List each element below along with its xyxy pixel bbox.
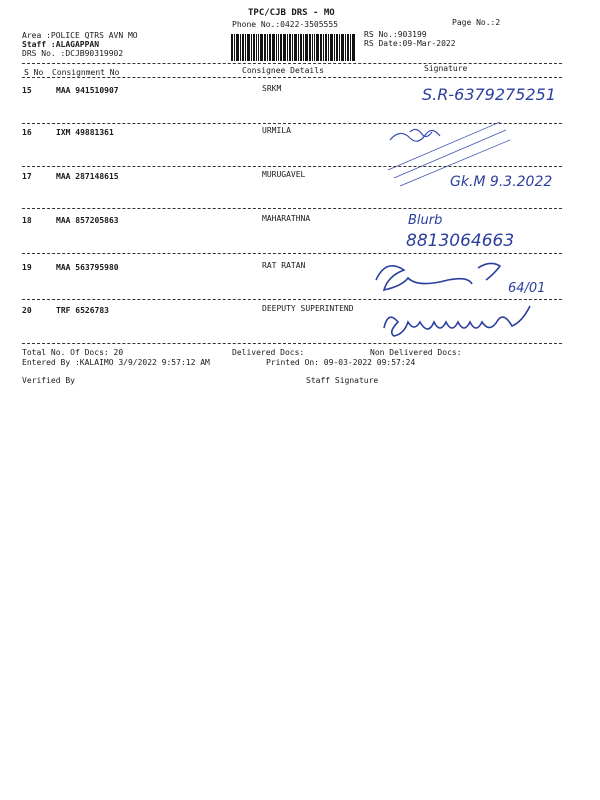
table-divider-bottom xyxy=(22,343,562,344)
row-sno: 20 xyxy=(22,306,32,315)
row-sno: 18 xyxy=(22,216,32,225)
delivered-docs: Delivered Docs: xyxy=(232,348,305,357)
row-consignment: IXM 49881361 xyxy=(56,128,114,137)
svg-text:8813064663: 8813064663 xyxy=(406,231,515,251)
signature-row-15 xyxy=(420,78,580,108)
row-consignment: MAA 941510907 xyxy=(56,86,119,95)
col-consignment: Consignment No xyxy=(52,68,120,77)
signature-row-19 xyxy=(368,250,578,306)
col-sno: S No xyxy=(24,68,44,77)
col-consignee: Consignee Details xyxy=(242,66,324,75)
row-divider xyxy=(22,299,562,300)
row-consignee: DEEPUTY SUPERINTEND xyxy=(262,304,354,313)
non-delivered-docs: Non Delivered Docs: xyxy=(370,348,462,357)
row-sno: 17 xyxy=(22,172,32,181)
row-consignment: TRF 6526783 xyxy=(56,306,109,315)
area-label: Area :POLICE QTRS AVN MO xyxy=(22,31,138,40)
page-number: Page No.:2 xyxy=(452,18,501,27)
row-consignee: SRKM xyxy=(262,84,282,93)
document-title: TPC/CJB DRS - MO xyxy=(248,8,335,18)
row-consignment: MAA 563795980 xyxy=(56,263,119,272)
rs-number: RS No.:903199 xyxy=(364,30,427,39)
printed-on: Printed On: 09-03-2022 09:57:24 xyxy=(266,358,416,367)
col-signature: Signature xyxy=(424,64,468,73)
row-sno: 15 xyxy=(22,86,32,95)
entered-by: Entered By :KALAIMO 3/9/2022 9:57:12 AM xyxy=(22,358,210,367)
signature-row-20 xyxy=(378,302,568,342)
row-sno: 16 xyxy=(22,128,32,137)
row-consignee: MURUGAVEL xyxy=(262,170,306,179)
row-consignee: RAT RATAN xyxy=(262,261,306,270)
row-consignment: MAA 857205863 xyxy=(56,216,119,225)
svg-text:S.R-6379275251: S.R-6379275251 xyxy=(422,85,556,104)
rs-date: RS Date:09-Mar-2022 xyxy=(364,39,456,48)
svg-text:Gk.M 9.3.2022: Gk.M 9.3.2022 xyxy=(450,174,553,190)
staff-signature-label: Staff Signature xyxy=(306,376,379,385)
barcode xyxy=(231,34,356,61)
svg-text:64/01: 64/01 xyxy=(508,281,546,296)
staff-label: Staff :ALAGAPPAN xyxy=(22,40,100,49)
svg-text:Blurb: Blurb xyxy=(408,213,443,228)
row-consignee: MAHARATHNA xyxy=(262,214,311,223)
signature-row-18 xyxy=(404,206,564,252)
header-divider-top xyxy=(22,63,562,64)
total-docs: Total No. Of Docs: 20 xyxy=(22,348,124,357)
row-consignment: MAA 287148615 xyxy=(56,172,119,181)
phone-number: Phone No.:0422-3505555 xyxy=(232,20,338,29)
signature-row-17 xyxy=(448,158,588,200)
drs-number: DRS No. :DCJB90319902 xyxy=(22,49,124,58)
verified-by: Verified By xyxy=(22,376,75,385)
row-sno: 19 xyxy=(22,263,32,272)
row-consignee: URMILA xyxy=(262,126,291,135)
